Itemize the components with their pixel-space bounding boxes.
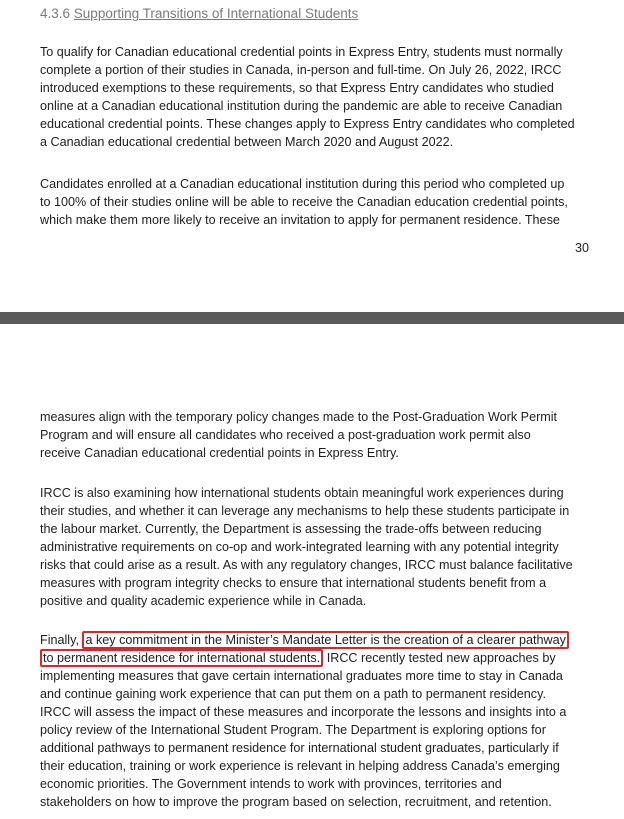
page-number: 30 <box>575 241 590 255</box>
paragraph-online-study-candidates <box>40 175 592 229</box>
text-line <box>40 649 592 667</box>
text-line: Program and will ensure all candidates who received a post-graduation work permit also <box>40 428 531 442</box>
text-line: complete a portion of their studies in Canada, in-person and full-time. On July 26, 2022, IRCC <box>40 63 562 77</box>
text-line: educational credential points. These changes apply to Express Entry candidates who completed <box>40 117 575 131</box>
text-line: introduced exemptions to these requirements, so that Express Entry candidates who studied <box>40 81 554 95</box>
section-title: Supporting Transitions of International Students <box>73 6 359 21</box>
text-line: measures align with the temporary policy changes made to the Post-Graduation Work Permit <box>40 410 558 424</box>
highlight-box-mandate-commitment: a key commitment in the Minister’s Mandate Letter is the creation of a clearer pathway <box>82 631 568 649</box>
text-line: administrative requirements on co-op and work-integrated learning with any potential integrity <box>40 540 559 554</box>
paragraph-work-experience <box>40 484 592 610</box>
paragraph-pathway-permanent-residence <box>40 631 592 811</box>
highlight-box-permanent-residence: to permanent residence for international students. <box>40 649 323 667</box>
document-page-30 <box>0 0 624 312</box>
text-line: IRCC will assess the impact of these measures and incorporate the lessons and insights into a <box>40 705 567 719</box>
text-line: receive Canadian educational credential points in Express Entry. <box>40 446 399 460</box>
text-line: implementing measures that gave certain international graduates more time to stay in Canada <box>40 669 563 683</box>
text-line: economic priorities. The Government intends to work with provinces, territories and <box>40 777 502 791</box>
text-line: Candidates enrolled at a Canadian educational institution during this period who completed up <box>40 177 565 191</box>
text-line: their studies, and whether it can leverage any mechanisms to help these students participate in <box>40 504 570 518</box>
text-line: To qualify for Canadian educational credential points in Express Entry, students must normally <box>40 45 563 59</box>
text-line: and continue gaining work experience that can put them on a path to permanent residency. <box>40 687 546 701</box>
text-run: IRCC recently tested new approaches by <box>323 651 556 665</box>
text-line: the labour market. Currently, the Department is assessing the trade-offs between reducing <box>40 522 542 536</box>
text-line: a Canadian educational credential between March 2020 and August 2022. <box>40 135 454 149</box>
section-number: 4.3.6 <box>40 6 71 21</box>
text-line: positive and quality academic experience while in Canada. <box>40 594 367 608</box>
document-page-31 <box>0 324 624 819</box>
text-line: to 100% of their studies online will be able to receive the Canadian education credential points, <box>40 195 568 209</box>
paragraph-express-entry-exemptions <box>40 43 592 151</box>
text-line: stakeholders on how to improve the program based on selection, recruitment, and retention. <box>40 795 552 809</box>
text-line: online at a Canadian educational institution during the pandemic are able to receive Canadian <box>40 99 563 113</box>
text-line: risks that could arise as a result. As with any regulatory changes, IRCC must balance facilitative <box>40 558 573 572</box>
section-heading <box>40 6 358 21</box>
paragraph-measures-align <box>40 408 592 462</box>
text-line: additional pathways to permanent residence for international student graduates, particularly if <box>40 741 559 755</box>
text-line: IRCC is also examining how international students obtain meaningful work experiences during <box>40 486 564 500</box>
text-run: Finally, <box>40 633 83 647</box>
text-line <box>40 631 592 649</box>
text-line: measures with program integrity checks to ensure that international students benefit from a <box>40 576 547 590</box>
page-separator <box>0 312 624 324</box>
text-line: which make them more likely to receive an invitation to apply for permanent residence. These <box>40 213 560 227</box>
text-line: policy review of the International Student Program. The Department is exploring options for <box>40 723 546 737</box>
text-line: their education, training or work experience is relevant in helping address Canada’s emerging <box>40 759 560 773</box>
